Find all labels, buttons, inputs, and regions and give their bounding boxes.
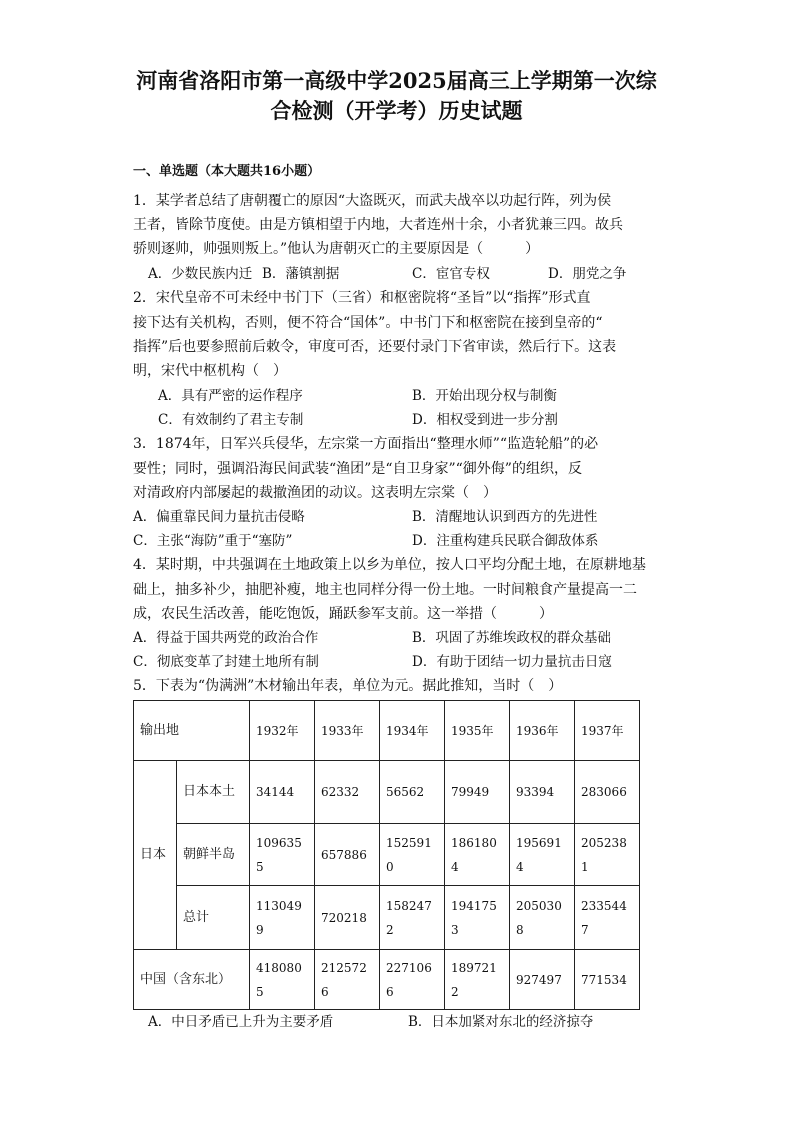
table-cell: 1897212 bbox=[445, 950, 510, 1010]
table-row bbox=[134, 950, 640, 1010]
q1-line-1: 1．某学者总结了唐朝覆亡的原因“大盗既灭，而武夫战卒以功起行阵，列为侯 bbox=[133, 193, 612, 209]
header-year: 1934年 bbox=[380, 701, 445, 761]
table-cell: 283066 bbox=[575, 761, 640, 824]
q1-option-c[interactable]: C．宦官专权 bbox=[412, 266, 490, 282]
q1-line-3: 骄则逐帅，帅强则叛上。”他认为唐朝灭亡的主要原因是（ ） bbox=[133, 241, 540, 257]
q4-line-3: 成，农民生活改善，能吃饱饭，踊跃参军支前。这一举措（ ） bbox=[133, 606, 553, 622]
table-cell: 2125726 bbox=[315, 950, 380, 1010]
table-cell: 4180805 bbox=[250, 950, 315, 1010]
q4-option-a[interactable]: A．得益于国共两党的政治合作 bbox=[133, 630, 319, 646]
header-year: 1935年 bbox=[445, 701, 510, 761]
table-cell: 93394 bbox=[510, 761, 575, 824]
q2-line-4: 明，宋代中枢机构（ ） bbox=[133, 363, 287, 379]
table-cell: 2050308 bbox=[510, 886, 575, 950]
q4-line-2: 础上，抽多补少，抽肥补瘦，地主也同样分得一份土地。一时间粮食产量提高一二 bbox=[133, 582, 637, 598]
q2-option-c[interactable]: C．有效制约了君主专制 bbox=[158, 412, 304, 428]
q3-option-a[interactable]: A．偏重靠民间力量抗击侵略 bbox=[133, 509, 305, 525]
table-header-row bbox=[134, 701, 640, 761]
q2-option-a[interactable]: A．具有严密的运作程序 bbox=[158, 388, 303, 404]
table-cell: 2335447 bbox=[575, 886, 640, 950]
exam-title-line-2: 合检测（开学考）历史试题 bbox=[270, 98, 523, 123]
table-cell: 34144 bbox=[250, 761, 315, 824]
q1-option-a[interactable]: A．少数民族内迁 bbox=[148, 266, 253, 282]
exam-title-line-1: 河南省洛阳市第一高级中学2025届高三上学期第一次综 bbox=[136, 68, 657, 93]
q3-option-c[interactable]: C．主张“海防”重于“塞防” bbox=[133, 533, 293, 549]
table-cell: 927497 bbox=[510, 950, 575, 1010]
q3-line-2: 要性；同时，强调沿海民间武装“渔团”是“自卫身家”“御外侮”的组织，反 bbox=[133, 461, 582, 477]
q4-option-b[interactable]: B．巩固了苏维埃政权的群众基础 bbox=[412, 630, 611, 646]
table-cell: 1941753 bbox=[445, 886, 510, 950]
q5-option-b[interactable]: B．日本加紧对东北的经济掠夺 bbox=[408, 1014, 594, 1030]
q2-line-1: 2．宋代皇帝不可未经中书门下（三省）和枢密院将“圣旨”以“指挥”形式直 bbox=[133, 290, 591, 306]
table-row bbox=[134, 761, 640, 824]
q2-option-d[interactable]: D．相权受到进一步分割 bbox=[412, 412, 558, 428]
q2-line-3: 指挥”后也要参照前后敕令，审度可否，还要付录门下省审读，然后行下。这表 bbox=[133, 339, 617, 355]
table-cell: 56562 bbox=[380, 761, 445, 824]
q5-option-a[interactable]: A．中日矛盾已上升为主要矛盾 bbox=[148, 1014, 334, 1030]
table-cell: 657886 bbox=[315, 824, 380, 886]
table-cell: 771534 bbox=[575, 950, 640, 1010]
q4-option-d[interactable]: D．有助于团结一切力量抗击日寇 bbox=[412, 654, 612, 670]
group-label-japan: 日本 bbox=[134, 761, 177, 950]
q4-line-1: 4．某时期，中共强调在土地政策上以乡为单位，按人口平均分配土地，在原耕地基 bbox=[133, 557, 646, 573]
table-cell: 1582472 bbox=[380, 886, 445, 950]
q3-option-b[interactable]: B．清醒地认识到西方的先进性 bbox=[412, 509, 598, 525]
table-cell: 1525910 bbox=[380, 824, 445, 886]
row-label-china: 中国（含东北） bbox=[134, 950, 250, 1010]
row-label: 总计 bbox=[177, 886, 250, 950]
table-cell: 1130499 bbox=[250, 886, 315, 950]
q1-option-d[interactable]: D．朋党之争 bbox=[548, 266, 627, 282]
table-cell: 62332 bbox=[315, 761, 380, 824]
table-cell: 720218 bbox=[315, 886, 380, 950]
q1-line-2: 王者，皆除节度使。由是方镇相望于内地，大者连州十余，小者犹兼三四。故兵 bbox=[133, 217, 623, 233]
section-heading: 一、单选题（本大题共16小题） bbox=[133, 164, 321, 179]
q5-line-1: 5．下表为“伪满洲”木材输出年表，单位为元。据此推知，当时（ ） bbox=[133, 678, 563, 694]
q1-option-b[interactable]: B．藩镇割据 bbox=[262, 266, 340, 282]
q4-option-c[interactable]: C．彻底变革了封建土地所有制 bbox=[133, 654, 319, 670]
header-year: 1932年 bbox=[250, 701, 315, 761]
q3-line-3: 对清政府内部屡起的裁撤渔团的动议。这表明左宗棠（ ） bbox=[133, 485, 497, 501]
row-label: 朝鲜半岛 bbox=[177, 824, 250, 886]
table-cell: 1096355 bbox=[250, 824, 315, 886]
table-cell: 1861804 bbox=[445, 824, 510, 886]
table-row bbox=[134, 824, 640, 886]
q2-option-b[interactable]: B．开始出现分权与制衡 bbox=[412, 388, 557, 404]
q3-option-d[interactable]: D．注重构建兵民联合御敌体系 bbox=[412, 533, 599, 549]
header-year: 1936年 bbox=[510, 701, 575, 761]
table-cell: 1956914 bbox=[510, 824, 575, 886]
q3-line-1: 3．1874年，日军兴兵侵华，左宗棠一方面指出“整理水师”“监造轮船”的必 bbox=[133, 436, 599, 452]
q2-line-2: 接下达有关机构，否则，便不符合“国体”。中书门下和枢密院在接到皇帝的“ bbox=[133, 315, 603, 331]
timber-export-table bbox=[133, 700, 640, 1010]
table-cell: 2052381 bbox=[575, 824, 640, 886]
header-year: 1937年 bbox=[575, 701, 640, 761]
header-year: 1933年 bbox=[315, 701, 380, 761]
table-row bbox=[134, 886, 640, 950]
table-cell: 79949 bbox=[445, 761, 510, 824]
row-label: 日本本土 bbox=[177, 761, 250, 824]
table-cell: 2271066 bbox=[380, 950, 445, 1010]
header-export-destination: 输出地 bbox=[134, 701, 250, 761]
